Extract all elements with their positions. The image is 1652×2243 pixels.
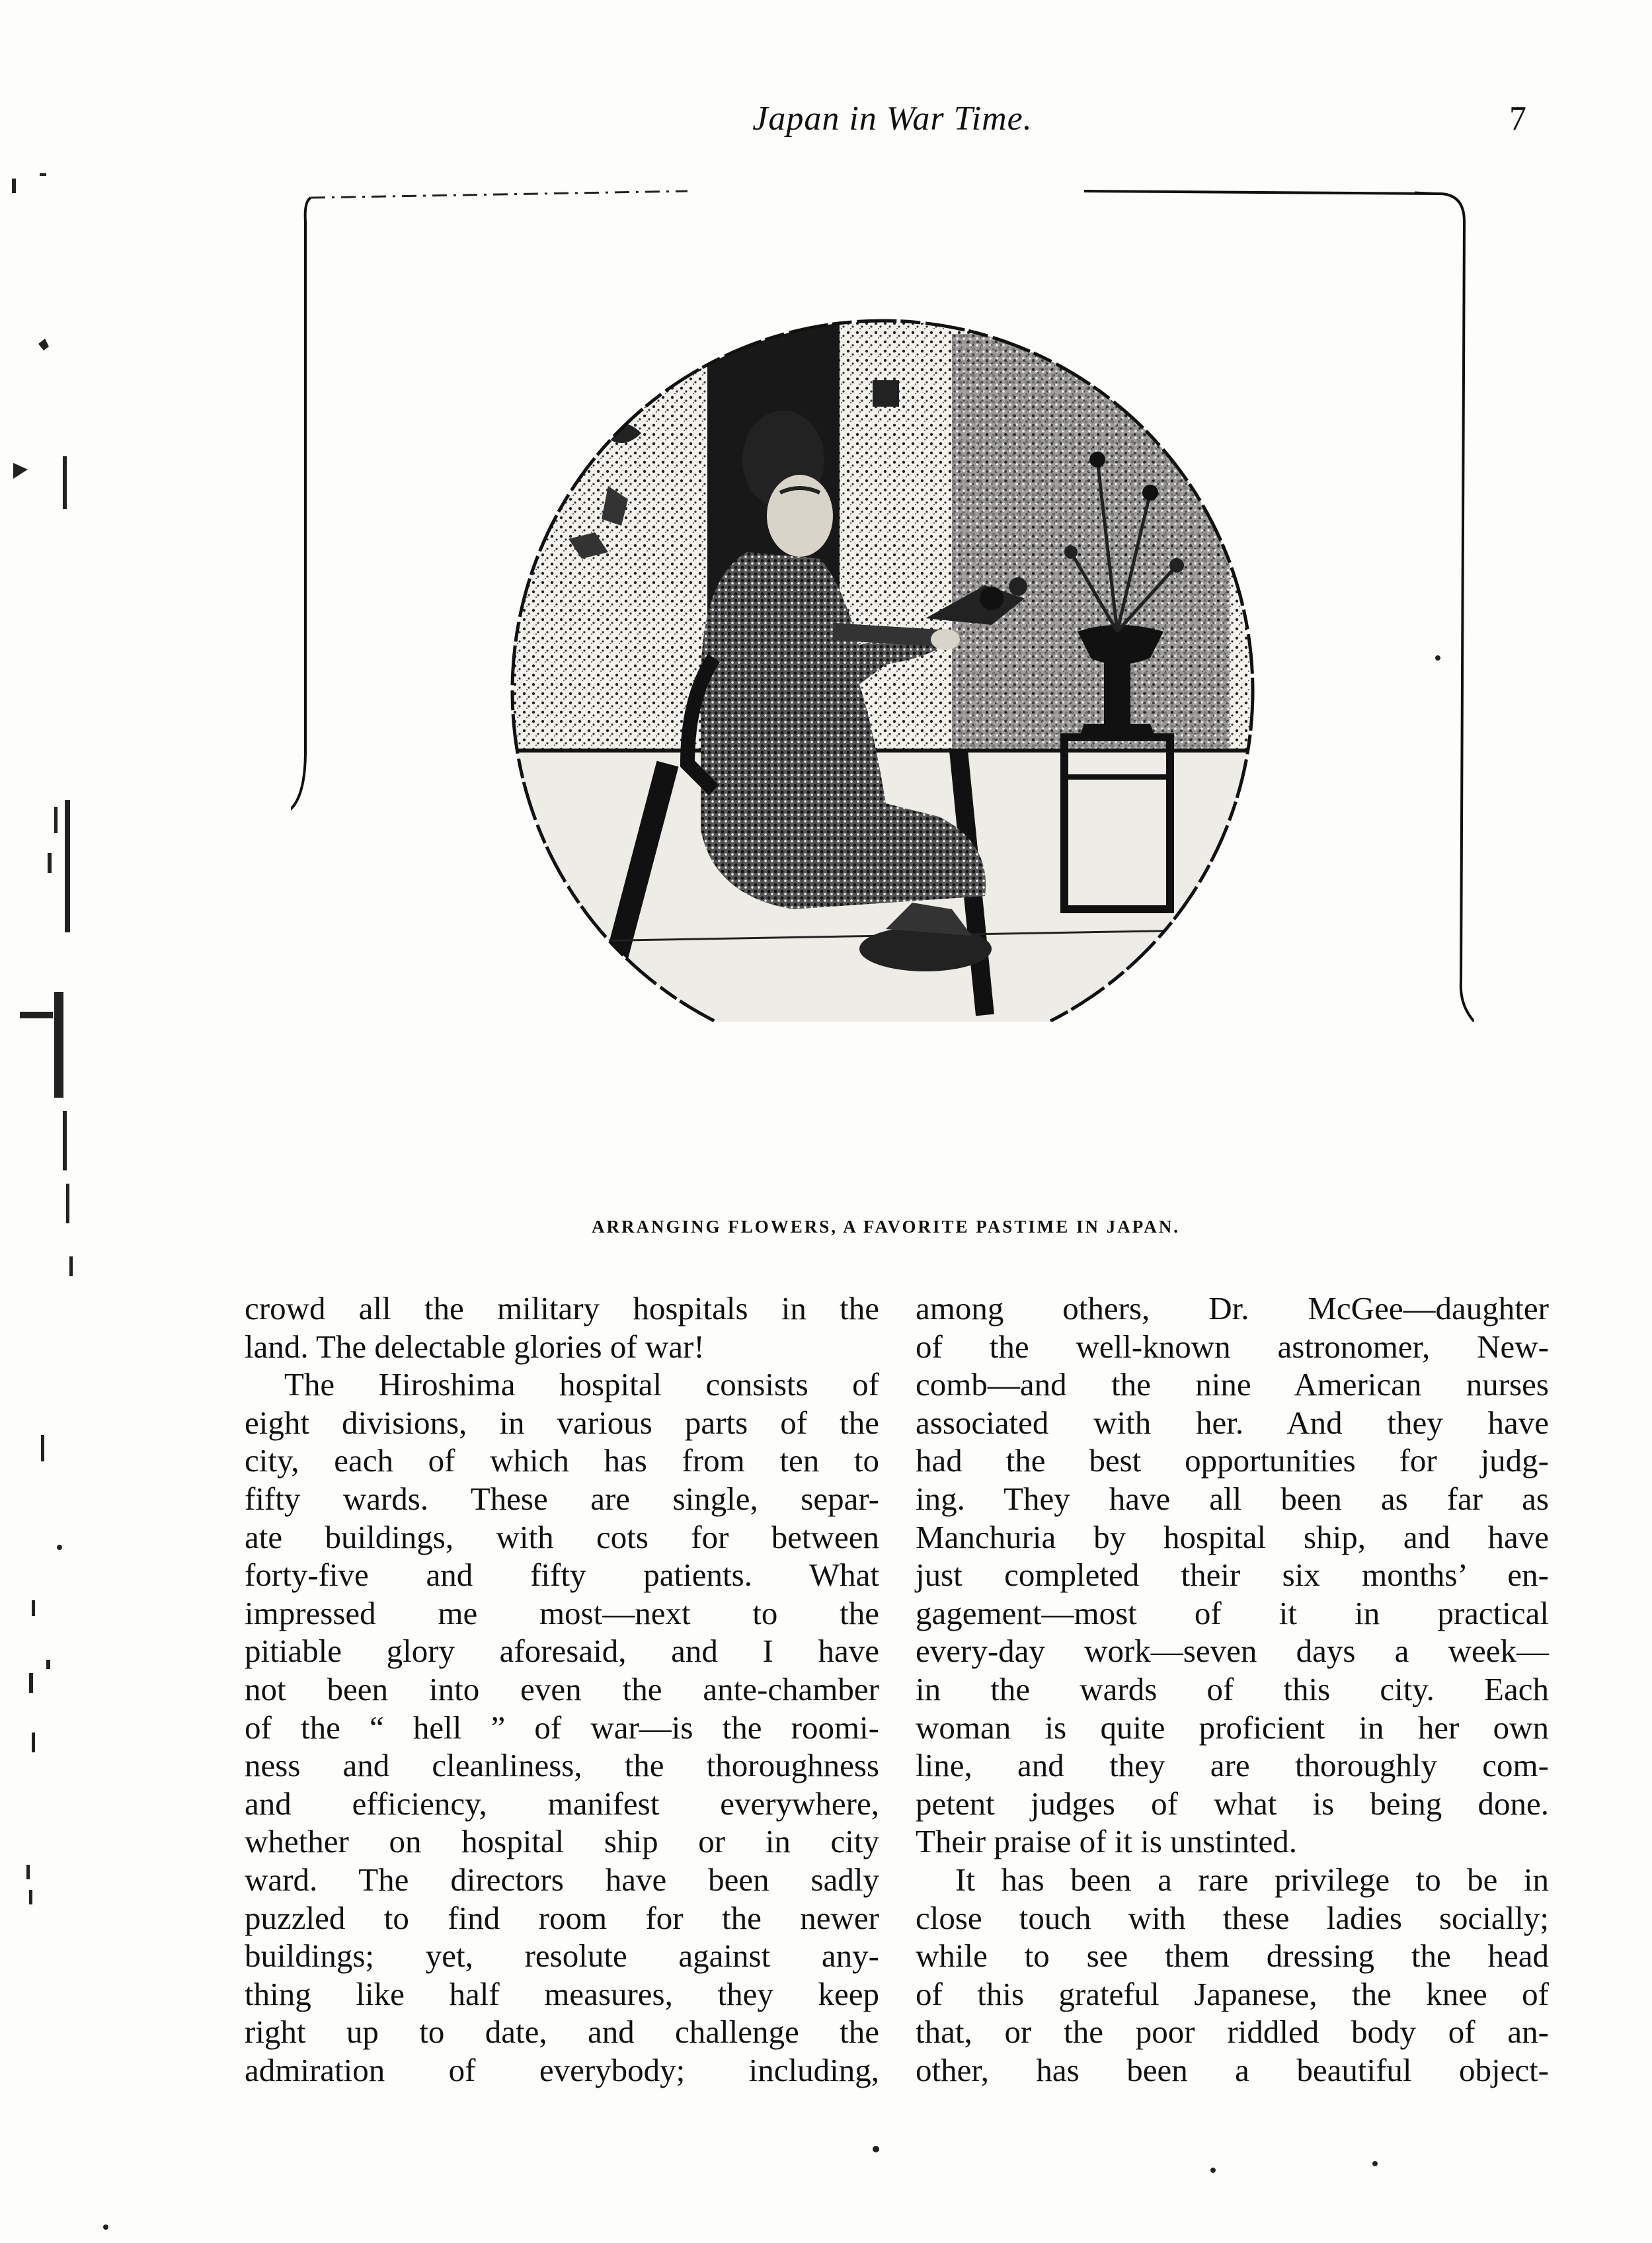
text-line: every-day work—seven days a week— [916, 1633, 1549, 1670]
text-line: Their praise of it is unstinted. [916, 1823, 1297, 1860]
text-line: thing like half measures, they keep [245, 1975, 879, 2012]
text-line: ness and cleanliness, the thoroughness [245, 1747, 879, 1784]
text-line: among others, Dr. McGee—daughter [916, 1290, 1549, 1326]
text-line: of the well-known astronomer, New- [916, 1328, 1549, 1365]
text-line: city, each of which has from ten to [245, 1442, 879, 1479]
text-line: puzzled to find room for the newer [245, 1899, 879, 1936]
text-line: had the best opportunities for judg- [916, 1442, 1549, 1479]
text-line: close touch with these ladies socially; [916, 1899, 1549, 1936]
text-line: whether on hospital ship or in city [245, 1823, 879, 1860]
text-line: woman is quite proficient in her own [916, 1709, 1549, 1746]
text-line: forty-five and fifty patients. What [245, 1557, 879, 1594]
text-line: comb—and the nine American nurses [916, 1366, 1549, 1403]
text-line: of the “ hell ” of war—is the roomi- [245, 1709, 879, 1746]
flower-arranging-illustration [291, 182, 1474, 1022]
text-line: pitiable glory aforesaid, and I have [245, 1633, 879, 1670]
running-title: Japan in War Time. [752, 100, 1033, 138]
right-text-column [916, 1289, 1549, 2089]
text-line: impressed me most—next to the [245, 1594, 879, 1631]
text-line: petent judges of what is being done. [916, 1785, 1549, 1822]
text-line: Manchuria by hospital ship, and have [916, 1518, 1549, 1555]
text-line: ward. The directors have been sadly [245, 1861, 879, 1898]
illustration-frame [291, 182, 1474, 1022]
text-line: that, or the poor riddled body of an- [916, 2014, 1549, 2051]
text-line: of this grateful Japanese, the knee of [916, 1975, 1549, 2012]
figure-caption: ARRANGING FLOWERS, A FAVORITE PASTIME IN JAPAN. [591, 1217, 1181, 1237]
text-line: fifty wards. These are single, separ- [245, 1480, 879, 1517]
text-line: while to see them dressing the head [916, 1937, 1549, 1975]
text-line: admiration of everybody; including, [245, 2051, 879, 2088]
text-line: The Hiroshima hospital consists of [284, 1366, 879, 1403]
text-line: in the wards of this city. Each [916, 1670, 1549, 1707]
text-line: land. The delectable glories of war! [245, 1328, 705, 1365]
text-line: buildings; yet, resolute against any- [245, 1937, 879, 1975]
text-line: crowd all the military hospitals in the [245, 1290, 879, 1326]
text-line: line, and they are thoroughly com- [916, 1747, 1549, 1784]
text-line: not been into even the ante-chamber [245, 1670, 879, 1707]
text-line: associated with her. And they have [916, 1404, 1549, 1441]
text-line: ate buildings, with cots for between [245, 1518, 879, 1555]
text-line: and efficiency, manifest everywhere, [245, 1785, 879, 1822]
text-line: just completed their six months’ en- [916, 1557, 1549, 1594]
text-line: gagement—most of it in practical [916, 1594, 1549, 1631]
text-line: other, has been a beautiful object- [916, 2051, 1549, 2088]
text-line: ing. They have all been as far as [916, 1480, 1549, 1517]
text-line: right up to date, and challenge the [245, 2014, 879, 2051]
page-number: 7 [1509, 100, 1526, 138]
text-line: It has been a rare privilege to be in [955, 1861, 1549, 1898]
left-text-column [245, 1289, 879, 2089]
text-line: eight divisions, in various parts of the [245, 1404, 879, 1441]
